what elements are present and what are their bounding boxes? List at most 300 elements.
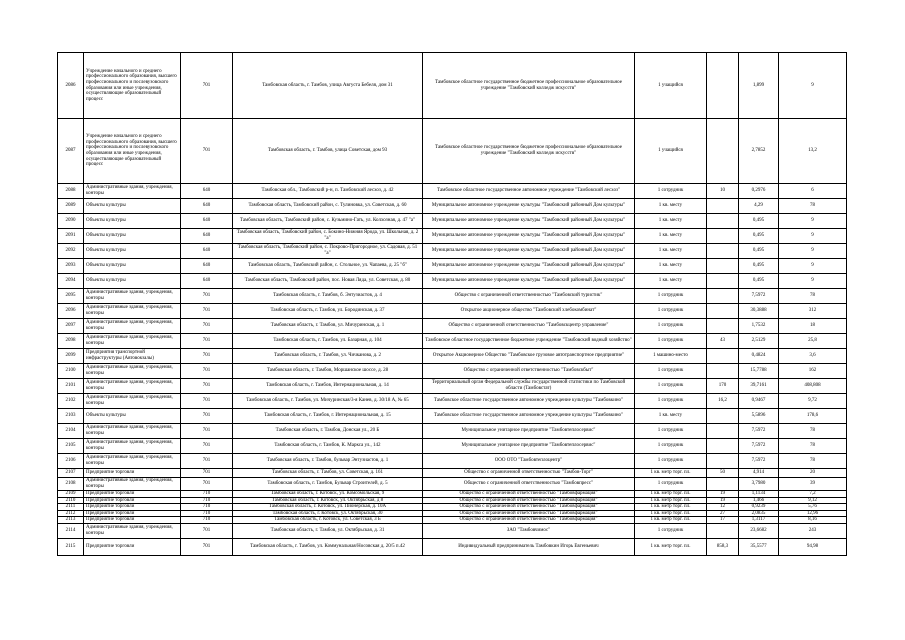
- volume-cell: 1,466: [739, 497, 779, 504]
- table-row: [58, 379, 847, 394]
- object-type-cell: Административные здания, учреждения, конторы: [84, 439, 181, 454]
- organization-cell: Общество с ограниченной ответственностью "Тамбов-Торг": [423, 469, 635, 478]
- organization-cell: Тамбовское областное государственное автономное учреждение культуры "Тамбовкино": [423, 394, 635, 409]
- table-row: [58, 229, 847, 244]
- table-row: [58, 538, 847, 555]
- quantity-cell: [707, 454, 739, 469]
- code-cell: 701: [181, 454, 233, 469]
- object-type-cell: Предприятие торговли: [84, 469, 181, 478]
- address-cell: Тамбовская область, г. Тамбов, Моршанское шоссе, д. 28: [233, 364, 423, 379]
- quantity-cell: 170: [707, 379, 739, 394]
- volume-cell: 7,5972: [739, 424, 779, 439]
- unit-cell: 1 кв. месту: [635, 244, 707, 259]
- address-cell: Тамбовская область, г. Тамбов, б. Энтузиастов, д. 4: [233, 289, 423, 304]
- code-cell: 701: [181, 289, 233, 304]
- volume-cell: 0,495: [739, 214, 779, 229]
- object-type-cell: Административные здания, учреждения, конторы: [84, 424, 181, 439]
- volume-cell: 1,3117: [739, 517, 779, 524]
- object-type-cell: Объекты культуры: [84, 229, 181, 244]
- volume-cell: 0,4824: [739, 349, 779, 364]
- quantity-cell: [707, 304, 739, 319]
- volume-cell: 35,5577: [739, 538, 779, 555]
- volume-cell: 0,9239: [739, 504, 779, 511]
- table-row: [58, 349, 847, 364]
- norm-cell: 5,76: [779, 504, 847, 511]
- table-row: [58, 259, 847, 274]
- code-cell: 701: [181, 119, 233, 184]
- row-number-cell: 2086: [58, 53, 84, 119]
- row-number-cell: 2105: [58, 439, 84, 454]
- norm-cell: 13,2: [779, 119, 847, 184]
- table-body: [58, 53, 847, 556]
- quantity-cell: 43: [707, 334, 739, 349]
- volume-cell: 4,914: [739, 469, 779, 478]
- object-type-cell: Административные здания, учреждения, конторы: [84, 289, 181, 304]
- volume-cell: 2,7852: [739, 119, 779, 184]
- table-row: [58, 214, 847, 229]
- address-cell: Тамбовская область, г. Тамбов, ул. Октябрьская, д. 31: [233, 523, 423, 538]
- unit-cell: 1 учащийся: [635, 119, 707, 184]
- quantity-cell: 10: [707, 184, 739, 199]
- volume-cell: 7,5972: [739, 454, 779, 469]
- norm-cell: 3,6: [779, 349, 847, 364]
- norm-cell: 408,808: [779, 379, 847, 394]
- row-number-cell: 2114: [58, 523, 84, 538]
- norm-cell: 9: [779, 53, 847, 119]
- row-number-cell: 2100: [58, 364, 84, 379]
- code-cell: 701: [181, 439, 233, 454]
- norm-cell: 312: [779, 304, 847, 319]
- object-type-cell: Объекты культуры: [84, 199, 181, 214]
- quantity-cell: [707, 319, 739, 334]
- code-cell: 710: [181, 497, 233, 504]
- unit-cell: 1 кв. месту: [635, 274, 707, 289]
- unit-cell: 1 кв. метр торг. пл.: [635, 491, 707, 498]
- organization-cell: ЗАО "Тамбовчимос": [423, 523, 635, 538]
- address-cell: Тамбовская область, г. Тамбов, ул. Мичуринская/3-я Канев, д. 30/18 А, № 65: [233, 394, 423, 409]
- address-cell: Тамбовская область, г. Котовск, ул. Октябрьская, 30: [233, 510, 423, 517]
- norm-cell: 12,96: [779, 510, 847, 517]
- unit-cell: 1 сотрудник: [635, 424, 707, 439]
- unit-cell: 1 сотрудник: [635, 319, 707, 334]
- unit-cell: 1 сотрудник: [635, 439, 707, 454]
- organization-cell: Муниципальное автономное учреждение культуры "Тамбовский районный Дом культуры": [423, 259, 635, 274]
- norm-cell: 78: [779, 454, 847, 469]
- organization-cell: Общество с ограниченной ответственностью "Тамбовфармация": [423, 491, 635, 498]
- code-cell: 701: [181, 424, 233, 439]
- table-row: [58, 439, 847, 454]
- unit-cell: 1 кв. метр торг. пл.: [635, 469, 707, 478]
- row-number-cell: 2094: [58, 274, 84, 289]
- address-cell: Тамбовская область, г. Тамбов, К. Маркса ул., 142: [233, 439, 423, 454]
- address-cell: Тамбовская область, г. Котовск, ул. Советская, 3 Б: [233, 517, 423, 524]
- code-cell: 710: [181, 517, 233, 524]
- quantity-cell: [707, 523, 739, 538]
- organization-cell: Тамбовское областное государственное бюджетное профессиональное образовательное учреждение "Тамбовский колледж искусств": [423, 53, 635, 119]
- address-cell: Тамбовская область, г. Котовск, ул. Пионерская, д. 10А: [233, 504, 423, 511]
- object-type-cell: Административные здания, учреждения, конторы: [84, 304, 181, 319]
- volume-cell: 4,29: [739, 199, 779, 214]
- volume-cell: 15,7788: [739, 364, 779, 379]
- code-cell: 640: [181, 274, 233, 289]
- row-number-cell: 2098: [58, 334, 84, 349]
- unit-cell: 1 кв. метр торг. пл.: [635, 510, 707, 517]
- code-cell: 710: [181, 504, 233, 511]
- organization-cell: Тамбовское областное государственное автономное учреждение "Тамбовский лесхоз": [423, 184, 635, 199]
- table-row: [58, 119, 847, 184]
- quantity-cell: [707, 119, 739, 184]
- unit-cell: 1 сотрудник: [635, 379, 707, 394]
- quantity-cell: 16,2: [707, 394, 739, 409]
- unit-cell: 1 учащийся: [635, 53, 707, 119]
- object-type-cell: Предприятие торговли: [84, 538, 181, 555]
- row-number-cell: 2112: [58, 510, 84, 517]
- quantity-cell: 19: [707, 491, 739, 498]
- object-type-cell: Предприятие торговли: [84, 504, 181, 511]
- row-number-cell: 2092: [58, 244, 84, 259]
- organization-cell: Муниципальное автономное учреждение культуры "Тамбовский районный Дом культуры": [423, 214, 635, 229]
- code-cell: 701: [181, 469, 233, 478]
- unit-cell: 1 кв. месту: [635, 259, 707, 274]
- volume-cell: 2,5129: [739, 334, 779, 349]
- row-number-cell: 2113: [58, 517, 84, 524]
- volume-cell: 23,6682: [739, 523, 779, 538]
- quantity-cell: 12: [707, 504, 739, 511]
- quantity-cell: 17: [707, 517, 739, 524]
- quantity-cell: [707, 364, 739, 379]
- code-cell: 640: [181, 229, 233, 244]
- organization-cell: Территориальный орган Федеральной службы государственной статистики по Тамбовской области (Тамбовстат): [423, 379, 635, 394]
- row-number-cell: 2111: [58, 504, 84, 511]
- unit-cell: 1 сотрудник: [635, 523, 707, 538]
- code-cell: 701: [181, 379, 233, 394]
- address-cell: Тамбовская область, г. Котовск, ул. Комсомольская, 9: [233, 491, 423, 498]
- norm-cell: 94,98: [779, 538, 847, 555]
- row-number-cell: 2091: [58, 229, 84, 244]
- row-number-cell: 2088: [58, 184, 84, 199]
- address-cell: Тамбовская область, г. Тамбов, ул. Чичканова, д. 2: [233, 349, 423, 364]
- organization-cell: Муниципальное унитарное предприятие "Тамбовтеплосервис": [423, 424, 635, 439]
- row-number-cell: 2101: [58, 379, 84, 394]
- organization-cell: ООО ОТО "Тамбовтеплоцентр": [423, 454, 635, 469]
- row-number-cell: 2108: [58, 478, 84, 491]
- code-cell: 701: [181, 394, 233, 409]
- table-row: [58, 469, 847, 478]
- address-cell: Тамбовская область, г. Тамбов, Бульвар Строителей, д. 5: [233, 478, 423, 491]
- address-cell: Тамбовская область, г. Котовск, ул. Октябрьская, д 8: [233, 497, 423, 504]
- norm-cell: 7,2: [779, 491, 847, 498]
- object-type-cell: Административные здания, учреждения, конторы: [84, 523, 181, 538]
- unit-cell: 1 сотрудник: [635, 184, 707, 199]
- code-cell: 640: [181, 244, 233, 259]
- address-cell: Тамбовская область, г. Тамбов, Донская ул., 20 Б: [233, 424, 423, 439]
- quantity-cell: [707, 214, 739, 229]
- row-number-cell: 2090: [58, 214, 84, 229]
- volume-cell: 0,9467: [739, 394, 779, 409]
- address-cell: Тамбовская область, г. Тамбов, улица Августа Бебеля, дом 31: [233, 53, 423, 119]
- unit-cell: 1 сотрудник: [635, 478, 707, 491]
- organization-cell: Общество с ограниченной ответственностью "Тамбовскбыт": [423, 364, 635, 379]
- norm-cell: 78: [779, 199, 847, 214]
- object-type-cell: Административные здания, учреждения, конторы: [84, 478, 181, 491]
- table-row: [58, 510, 847, 517]
- row-number-cell: 2110: [58, 497, 84, 504]
- table-row: [58, 364, 847, 379]
- code-cell: 701: [181, 334, 233, 349]
- volume-cell: 39,7161: [739, 379, 779, 394]
- norm-cell: 6: [779, 184, 847, 199]
- quantity-cell: [707, 244, 739, 259]
- norm-cell: 78: [779, 289, 847, 304]
- organization-cell: Муниципальное автономное учреждение культуры "Тамбовский районный Дом культуры": [423, 229, 635, 244]
- object-type-cell: Административные здания, учреждения, конторы: [84, 454, 181, 469]
- data-table: [57, 52, 847, 556]
- address-cell: Тамбовская область, г. Тамбов, ул. Мичуринская, д. 1: [233, 319, 423, 334]
- volume-cell: 1,7532: [739, 319, 779, 334]
- address-cell: Тамбовская область, г. Тамбов, ул. Коммунальная/Носовская д. 20/5 п.42: [233, 538, 423, 555]
- table-row: [58, 53, 847, 119]
- address-cell: Тамбовская область, г. Тамбов, г. Интернациональная, д. 15: [233, 409, 423, 424]
- organization-cell: Муниципальное унитарное предприятие "Тамбовтеплосервис": [423, 439, 635, 454]
- row-number-cell: 2106: [58, 454, 84, 469]
- volume-cell: 1,899: [739, 53, 779, 119]
- object-type-cell: Административные здания, учреждения, конторы: [84, 334, 181, 349]
- table-row: [58, 274, 847, 289]
- organization-cell: Тамбовское областное государственное бюджетное учреждение "Тамбовский водный хозяйство": [423, 334, 635, 349]
- norm-cell: 162: [779, 364, 847, 379]
- volume-cell: 0,495: [739, 244, 779, 259]
- quantity-cell: 19: [707, 497, 739, 504]
- object-type-cell: Объекты культуры: [84, 214, 181, 229]
- object-type-cell: Административные здания, учреждения, конторы: [84, 394, 181, 409]
- row-number-cell: 2099: [58, 349, 84, 364]
- row-number-cell: 2087: [58, 119, 84, 184]
- object-type-cell: Объекты культуры: [84, 244, 181, 259]
- quantity-cell: [707, 409, 739, 424]
- table-row: [58, 199, 847, 214]
- table-row: [58, 517, 847, 524]
- code-cell: 701: [181, 304, 233, 319]
- organization-cell: Открытое Акционерное Общество "Тамбовское грузовое автотранспортное предприятие": [423, 349, 635, 364]
- organization-cell: Индивидуальный предприниматель Тамбовкин Игорь Евгеньевич: [423, 538, 635, 555]
- row-number-cell: 2102: [58, 394, 84, 409]
- unit-cell: 1 кв. метр торг. пл.: [635, 517, 707, 524]
- row-number-cell: 2095: [58, 289, 84, 304]
- unit-cell: 1 кв. метр торг. пл.: [635, 497, 707, 504]
- quantity-cell: [707, 478, 739, 491]
- organization-cell: Тамбовское областное государственное бюджетное профессиональное образовательное учреждение "Тамбовский колледж искусств": [423, 119, 635, 184]
- norm-cell: 243: [779, 523, 847, 538]
- table-row: [58, 497, 847, 504]
- quantity-cell: [707, 289, 739, 304]
- organization-cell: Общество с ограниченной ответственностью "Тамбовфармация": [423, 517, 635, 524]
- volume-cell: 3,7980: [739, 478, 779, 491]
- unit-cell: 1 кв. месту: [635, 409, 707, 424]
- table-row: [58, 244, 847, 259]
- volume-cell: 0,495: [739, 229, 779, 244]
- table-row: [58, 424, 847, 439]
- object-type-cell: Предприятия транспортной инфраструктуры (Автовокзалы): [84, 349, 181, 364]
- address-cell: Тамбовская область, Тамбовский район, с. Стольное, ул. Чапаева, д. 25 "б": [233, 259, 423, 274]
- unit-cell: 1 сотрудник: [635, 394, 707, 409]
- table-row: [58, 409, 847, 424]
- norm-cell: 9: [779, 274, 847, 289]
- table-row: [58, 394, 847, 409]
- row-number-cell: 2104: [58, 424, 84, 439]
- quantity-cell: [707, 53, 739, 119]
- object-type-cell: Предприятие торговли: [84, 491, 181, 498]
- code-cell: 710: [181, 510, 233, 517]
- unit-cell: 1 сотрудник: [635, 304, 707, 319]
- quantity-cell: [707, 259, 739, 274]
- object-type-cell: Административные здания, учреждения, конторы: [84, 319, 181, 334]
- row-number-cell: 2103: [58, 409, 84, 424]
- quantity-cell: [707, 229, 739, 244]
- unit-cell: 1 сотрудник: [635, 334, 707, 349]
- table-row: [58, 304, 847, 319]
- object-type-cell: Объекты культуры: [84, 409, 181, 424]
- norm-cell: 25,8: [779, 334, 847, 349]
- norm-cell: 9: [779, 244, 847, 259]
- table-row: [58, 334, 847, 349]
- unit-cell: 1 кв. метр торг. пл.: [635, 504, 707, 511]
- object-type-cell: Административные здания, учреждения, конторы: [84, 184, 181, 199]
- volume-cell: 0,495: [739, 259, 779, 274]
- address-cell: Тамбовская область, Тамбовский район, с. Бокино-Нижняя Ярода, ул. Школьная, д. 2 "а": [233, 229, 423, 244]
- address-cell: Тамбовская область, Тамбовский район, пос. Новая Ляда, ул. Советская, д. 80: [233, 274, 423, 289]
- unit-cell: 1 кв. метр торг. пл.: [635, 538, 707, 555]
- norm-cell: 9,12: [779, 497, 847, 504]
- row-number-cell: 2109: [58, 491, 84, 498]
- code-cell: 701: [181, 538, 233, 555]
- organization-cell: Общество с ограниченной ответственностью "Тамбовпресс": [423, 478, 635, 491]
- volume-cell: 30,3888: [739, 304, 779, 319]
- row-number-cell: 2089: [58, 199, 84, 214]
- code-cell: 701: [181, 409, 233, 424]
- code-cell: 701: [181, 478, 233, 491]
- table-row: [58, 504, 847, 511]
- organization-cell: Муниципальное автономное учреждение культуры "Тамбовский районный Дом культуры": [423, 244, 635, 259]
- norm-cell: 8,16: [779, 517, 847, 524]
- code-cell: 640: [181, 199, 233, 214]
- volume-cell: 0,495: [739, 274, 779, 289]
- object-type-cell: Учреждение начального и среднего профессионального образования, высшего профессионального и послевузовского образования или иные учреждения, осуществляющие образовательный процесс: [84, 119, 181, 184]
- volume-cell: 7,5972: [739, 439, 779, 454]
- volume-cell: 1,1134: [739, 491, 779, 498]
- object-type-cell: Предприятие торговли: [84, 497, 181, 504]
- table-row: [58, 478, 847, 491]
- organization-cell: Открытое акционерное общество "Тамбовский хлебокомбинат": [423, 304, 635, 319]
- code-cell: 701: [181, 364, 233, 379]
- address-cell: Тамбовская область, г. Тамбов, ул. Советская, д. 161: [233, 469, 423, 478]
- table-row: [58, 319, 847, 334]
- organization-cell: Тамбовское областное государственное автономное учреждение культуры "Тамбовкино": [423, 409, 635, 424]
- row-number-cell: 2096: [58, 304, 84, 319]
- address-cell: Тамбовская область, Тамбовский район, с. Покрово-Пригородное, ул. Садовая, д. 51 "а": [233, 244, 423, 259]
- address-cell: Тамбовская область, г. Тамбов, ул. Бородинская, д. 37: [233, 304, 423, 319]
- address-cell: Тамбовская область, г. Тамбов, улица Советская, дом 93: [233, 119, 423, 184]
- object-type-cell: Объекты культуры: [84, 259, 181, 274]
- organization-cell: Общество с ограниченной ответственностью "Тамбовфармация": [423, 497, 635, 504]
- organization-cell: Общество с ограниченной ответственностью "Тамбовскцентр управление": [423, 319, 635, 334]
- row-number-cell: 2115: [58, 538, 84, 555]
- organization-cell: Общество с ограниченной ответственностью "Тамбовфармация": [423, 510, 635, 517]
- organization-cell: Муниципальное автономное учреждение культуры "Тамбовский районный Дом культуры": [423, 274, 635, 289]
- organization-cell: Муниципальное автономное учреждение культуры "Тамбовский районный Дом культуры": [423, 199, 635, 214]
- unit-cell: 1 кв. месту: [635, 214, 707, 229]
- organization-cell: Общество с ограниченной ответственностью "Тамбовфармация": [423, 504, 635, 511]
- quantity-cell: [707, 439, 739, 454]
- address-cell: Тамбовская область, г. Тамбов, Интернациональная, д. 14: [233, 379, 423, 394]
- unit-cell: 1 машино-место: [635, 349, 707, 364]
- row-number-cell: 2107: [58, 469, 84, 478]
- address-cell: Тамбовская область, г. Тамбов, ул. Базарная, д. 104: [233, 334, 423, 349]
- volume-cell: 7,5972: [739, 289, 779, 304]
- row-number-cell: 2093: [58, 259, 84, 274]
- code-cell: 640: [181, 184, 233, 199]
- row-number-cell: 2097: [58, 319, 84, 334]
- norm-cell: 18: [779, 319, 847, 334]
- quantity-cell: 50: [707, 469, 739, 478]
- norm-cell: 9,72: [779, 394, 847, 409]
- table-row: [58, 491, 847, 498]
- norm-cell: 9: [779, 214, 847, 229]
- norm-cell: 9: [779, 229, 847, 244]
- unit-cell: 1 сотрудник: [635, 364, 707, 379]
- object-type-cell: Административные здания, учреждения, конторы: [84, 379, 181, 394]
- quantity-cell: [707, 349, 739, 364]
- object-type-cell: Предприятие торговли: [84, 510, 181, 517]
- norm-cell: 39: [779, 478, 847, 491]
- unit-cell: 1 кв. месту: [635, 199, 707, 214]
- quantity-cell: 27: [707, 510, 739, 517]
- quantity-cell: [707, 424, 739, 439]
- address-cell: Тамбовская область, Тамбовский район, с. Тулиновка, ул. Советская, д. 60: [233, 199, 423, 214]
- document-sheet: [57, 52, 846, 556]
- quantity-cell: [707, 199, 739, 214]
- table-row: [58, 523, 847, 538]
- volume-cell: 2,0835: [739, 510, 779, 517]
- code-cell: 701: [181, 349, 233, 364]
- table-row: [58, 454, 847, 469]
- object-type-cell: Объекты культуры: [84, 274, 181, 289]
- code-cell: 701: [181, 319, 233, 334]
- address-cell: Тамбовская область, Тамбовский район, с. Кузьмино-Гать, ул. Колхозная, д. 47 "а": [233, 214, 423, 229]
- code-cell: 701: [181, 523, 233, 538]
- table-row: [58, 184, 847, 199]
- unit-cell: 1 кв. месту: [635, 229, 707, 244]
- code-cell: 640: [181, 214, 233, 229]
- object-type-cell: Предприятие торговли: [84, 517, 181, 524]
- table-row: [58, 289, 847, 304]
- code-cell: 701: [181, 53, 233, 119]
- object-type-cell: Учреждение начального и среднего профессионального образования, высшего профессионального и послевузовского образования или иные учреждения, осуществляющие образовательный процесс: [84, 53, 181, 119]
- unit-cell: 1 сотрудник: [635, 289, 707, 304]
- volume-cell: 0,2976: [739, 184, 779, 199]
- address-cell: Тамбовская обл., Тамбовский р-н, п. Тамбовский лесхоз, д. 42: [233, 184, 423, 199]
- code-cell: 640: [181, 259, 233, 274]
- code-cell: 710: [181, 491, 233, 498]
- quantity-cell: [707, 274, 739, 289]
- norm-cell: 9: [779, 259, 847, 274]
- volume-cell: 5,5896: [739, 409, 779, 424]
- address-cell: Тамбовская область, г. Тамбов, бульвар Энтузиастов, д. 1: [233, 454, 423, 469]
- object-type-cell: Административные здания, учреждения, конторы: [84, 364, 181, 379]
- quantity-cell: 858,3: [707, 538, 739, 555]
- unit-cell: 1 сотрудник: [635, 454, 707, 469]
- norm-cell: 78: [779, 439, 847, 454]
- organization-cell: Общество с ограниченной ответственностью "Тамбовский туристик": [423, 289, 635, 304]
